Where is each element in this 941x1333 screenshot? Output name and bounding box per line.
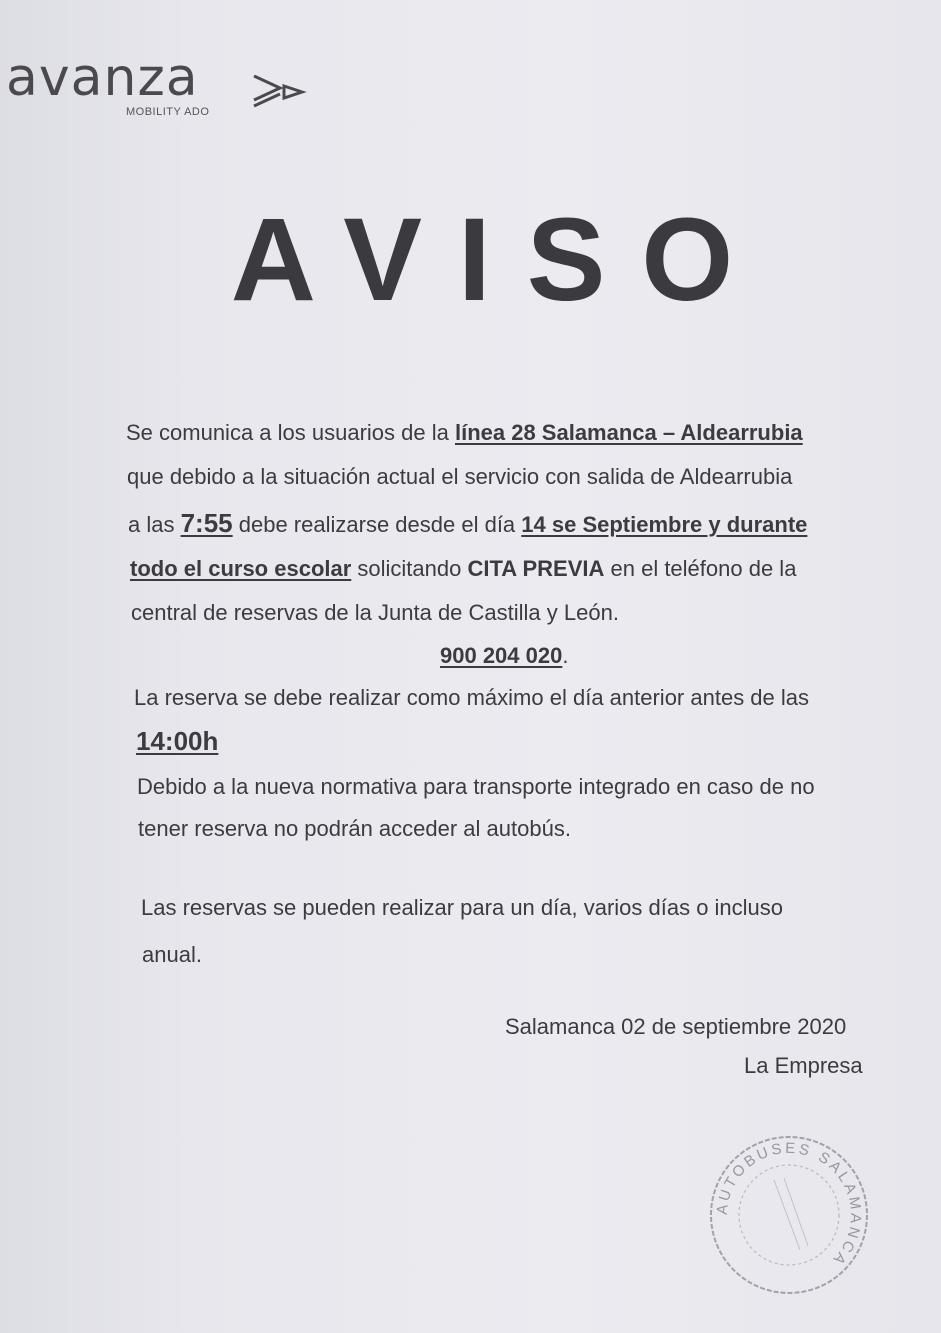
- body-text: Se comunica a los usuarios de la: [126, 420, 455, 445]
- departure-time: 7:55: [180, 508, 233, 538]
- regulation-line-1: Debido a la nueva normativa para transporte integrado en caso de no: [137, 774, 815, 799]
- company-logo: [6, 50, 316, 125]
- regulation-line-2: tener reserva no podrán acceder al autobús.: [138, 816, 571, 841]
- svg-text:AUTOBUSES SALAMANCA: [714, 1140, 865, 1270]
- body-text: solicitando: [351, 556, 468, 581]
- body-line-1: [126, 418, 803, 448]
- notice-title: AVISO: [230, 194, 770, 326]
- start-date: 14 se Septiembre y durante: [521, 512, 808, 537]
- avanza-chevron-icon: [250, 72, 310, 112]
- body-text: en el teléfono de la: [604, 556, 797, 581]
- reservation-deadline-line: La reserva se debe realizar como máximo el día anterior antes de las: [134, 685, 810, 710]
- body-line-3: [128, 508, 807, 540]
- body-line-4: [130, 554, 796, 584]
- body-line-5: central de reservas de la Junta de Castilla y León.: [131, 600, 619, 625]
- reservations-line-2: anual.: [142, 942, 202, 967]
- stamp-ring-text: AUTOBUSES SALAMANCA: [713, 1139, 865, 1270]
- body-line-2: que debido a la situación actual el servicio con salida de Aldearrubia: [127, 464, 793, 489]
- body-text: .: [562, 643, 569, 668]
- body-text: a las: [128, 512, 181, 537]
- phone-line: [440, 641, 568, 671]
- duration-text: todo el curso escolar: [130, 556, 352, 581]
- reservations-line-1: Las reservas se pueden realizar para un día, varios días o incluso: [141, 895, 784, 920]
- phone-number: 900 204 020: [440, 643, 563, 668]
- route-name: línea 28 Salamanca – Aldearrubia: [454, 420, 803, 445]
- deadline-time: 14:00h: [136, 726, 219, 756]
- logo-wordmark: avanza: [6, 48, 199, 108]
- company-seal-stamp: [704, 1130, 874, 1300]
- logo-tagline: MOBILITY ADO: [126, 106, 210, 118]
- place-date: Salamanca 02 de septiembre 2020: [505, 1014, 847, 1039]
- cita-previa-text: CITA PREVIA: [467, 556, 605, 581]
- signer: La Empresa: [744, 1053, 863, 1078]
- body-text: debe realizarse desde el día: [232, 512, 522, 537]
